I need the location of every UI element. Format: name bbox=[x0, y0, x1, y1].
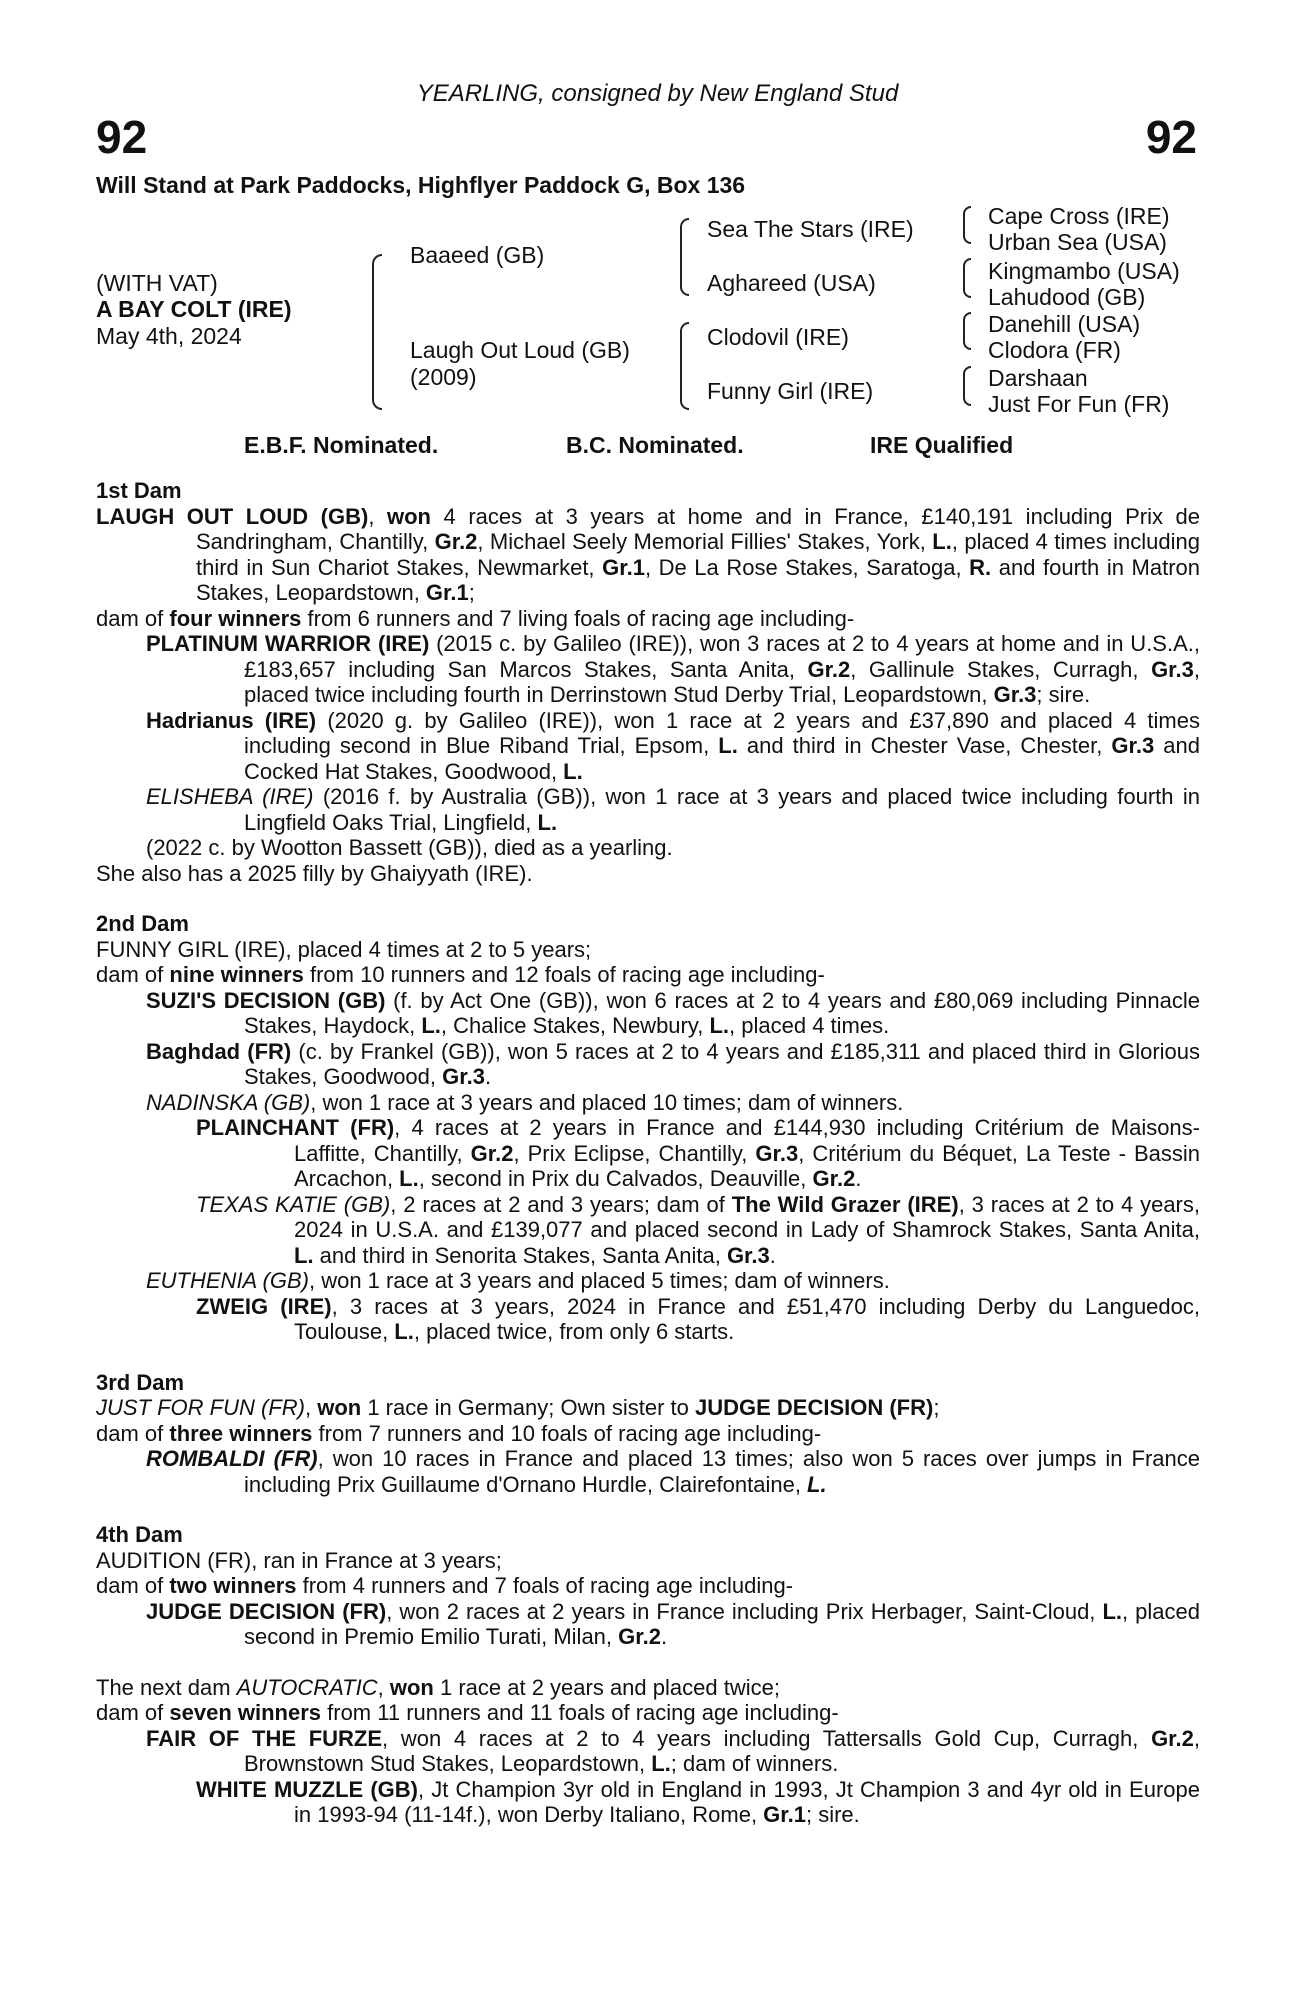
pedigree-dam-year: (2009) bbox=[410, 364, 477, 390]
pedigree-ddd: Just For Fun (FR) bbox=[988, 391, 1170, 417]
catalogue-header: YEARLING, consigned by New England Stud bbox=[416, 80, 899, 107]
produce-hadrianus: Hadrianus (IRE) (2020 g. by Galileo (IRE)), won 1 race at 2 years and £37,890 and placed 4 times including second in Blue Riband Trial, Epsom, L. and third in Chester Vase, Chester, Gr.3 and Cocked Hat Stakes, Goodwood, L. bbox=[146, 707, 1200, 784]
produce-euthenia: EUTHENIA (GB), won 1 race at 3 years and placed 5 times; dam of winners. bbox=[146, 1268, 890, 1293]
catalogue-body bbox=[96, 478, 1200, 1828]
fourth-dam-record: AUDITION (FR), ran in France at 3 years; bbox=[96, 1547, 502, 1573]
produce-rombaldi: ROMBALDI (FR), won 10 races in France and placed 13 times; also won 5 races over jumps in France including Prix Guillaume d'Ornano Hurdle, Clairefontaine, L. bbox=[146, 1446, 1200, 1497]
bc-nominated: B.C. Nominated. bbox=[566, 432, 744, 458]
produce-plainchant: PLAINCHANT (FR), 4 races at 2 years in France and £144,930 including Critérium de Maisons-Laffitte, Chantilly, Gr.2, Prix Eclipse, Chantilly, Gr.3, Critérium du Béquet, La Teste - Bassin Arcachon, L., second in Prix du Calvados, Deauville, Gr.2. bbox=[196, 1115, 1200, 1191]
stand-location: Will Stand at Park Paddocks, Highflyer Paddock G, Box 136 bbox=[96, 172, 746, 198]
pedigree-sire-dam: Aghareed (USA) bbox=[707, 270, 876, 296]
pedigree-brace-sire bbox=[680, 218, 689, 296]
pedigree-sire: Baaeed (GB) bbox=[410, 242, 545, 268]
produce-zweig: ZWEIG (IRE), 3 races at 3 years, 2024 in France and £51,470 including Derby du Languedoc, Toulouse, L., placed twice, from only 6 starts. bbox=[196, 1293, 1200, 1344]
ire-qualified: IRE Qualified bbox=[870, 432, 1014, 458]
produce-nadinska: NADINSKA (GB), won 1 race at 3 years and placed 10 times; dam of winners. bbox=[146, 1089, 904, 1115]
ebf-nominated: E.B.F. Nominated. bbox=[244, 432, 439, 458]
produce-elisheba: ELISHEBA (IRE) (2016 f. by Australia (GB)), won 1 race at 3 years and placed twice including fourth in Lingfield Oaks Trial, Lingfield, L. bbox=[146, 784, 1200, 835]
foaling-date: May 4th, 2024 bbox=[96, 323, 242, 349]
pedigree-dam: Laugh Out Loud (GB) bbox=[410, 337, 630, 363]
pedigree-brace-ds bbox=[963, 312, 971, 350]
third-dam-produce-summary: dam of three winners from 7 runners and 10 foals of racing age including- bbox=[96, 1420, 822, 1446]
vat-note: (WITH VAT) bbox=[96, 270, 218, 296]
produce-white-muzzle: WHITE MUZZLE (GB), Jt Champion 3yr old in England in 1993, Jt Champion 3 and 4yr old in Europe in 1993-94 (11-14f.), won Derby Italiano, Rome, Gr.1; sire. bbox=[196, 1776, 1200, 1827]
produce-judge-decision: JUDGE DECISION (FR), won 2 races at 2 years in France including Prix Herbager, Saint-Cloud, L., placed second in Premio Emilio Turati, Milan, Gr.2. bbox=[146, 1598, 1200, 1649]
next-dam-produce-summary: dam of seven winners from 11 runners and 11 foals of racing age including- bbox=[96, 1700, 839, 1725]
pedigree-brace-ss bbox=[963, 206, 971, 244]
horse-name: A BAY COLT (IRE) bbox=[96, 296, 292, 322]
pedigree-dsd: Clodora (FR) bbox=[988, 337, 1121, 363]
pedigree-dss: Danehill (USA) bbox=[988, 311, 1141, 337]
pedigree-sdd: Lahudood (GB) bbox=[988, 284, 1146, 310]
pedigree-brace-main bbox=[372, 254, 382, 410]
produce-baghdad: Baghdad (FR) (c. by Frankel (GB)), won 5 races at 2 to 4 years and £185,311 and placed third in Glorious Stakes, Goodwood, Gr.3. bbox=[146, 1038, 1200, 1089]
lot-number-right: 92 bbox=[1145, 111, 1197, 163]
second-dam-produce-summary: dam of nine winners from 10 runners and 12 foals of racing age including- bbox=[96, 962, 825, 987]
produce-texas-katie: TEXAS KATIE (GB), 2 races at 2 and 3 years; dam of The Wild Grazer (IRE), 3 races at 2 to 4 years, 2024 in U.S.A. and £139,077 and placed second in Lady of Shamrock Stakes, Santa Anita, L. and third in Senorita Stakes, Santa Anita, Gr.3. bbox=[196, 1191, 1200, 1268]
produce-2025-filly: She also has a 2025 filly by Ghaiyyath (IRE). bbox=[96, 860, 533, 886]
next-dam-record: The next dam AUTOCRATIC, won 1 race at 2 years and placed twice; bbox=[96, 1674, 780, 1700]
pedigree-sss: Cape Cross (IRE) bbox=[988, 203, 1170, 229]
first-dam-produce-summary: dam of four winners from 6 runners and 7 living foals of racing age including- bbox=[96, 605, 855, 631]
produce-platinum-warrior: PLATINUM WARRIOR (IRE) (2015 c. by Galileo (IRE)), won 3 races at 2 to 4 years at home and in U.S.A., £183,657 including San Marcos Stakes, Santa Anita, Gr.2, Gallinule Stakes, Curragh, Gr.3, placed twice including fourth in Derrinstown Stud Derby Trial, Leopardstown, Gr.3; sire. bbox=[146, 631, 1200, 707]
produce-suzis-decision: SUZI'S DECISION (GB) (f. by Act One (GB)), won 6 races at 2 to 4 years and £80,069 including Pinnacle Stakes, Haydock, L., Chalice Stakes, Newbury, L., placed 4 times. bbox=[146, 987, 1200, 1038]
pedigree-dds: Darshaan bbox=[988, 365, 1088, 391]
pedigree-sds: Kingmambo (USA) bbox=[988, 258, 1180, 284]
first-dam-heading: 1st Dam bbox=[96, 478, 182, 503]
fourth-dam-heading: 4th Dam bbox=[96, 1522, 183, 1547]
pedigree-dam-dam: Funny Girl (IRE) bbox=[707, 378, 874, 404]
pedigree-brace-dam bbox=[680, 322, 689, 410]
pedigree-brace-dd bbox=[963, 366, 971, 406]
pedigree-ssd: Urban Sea (USA) bbox=[988, 229, 1167, 255]
lot-number-left: 92 bbox=[96, 111, 148, 163]
produce-fair-of-the-furze: FAIR OF THE FURZE, won 4 races at 2 to 4 years including Tattersalls Gold Cup, Curragh, Gr.2, Brownstown Stud Stakes, Leopardstown, L.; dam of winners. bbox=[146, 1725, 1200, 1776]
pedigree-sire-sire: Sea The Stars (IRE) bbox=[707, 216, 914, 242]
third-dam-heading: 3rd Dam bbox=[96, 1369, 185, 1395]
second-dam-record: FUNNY GIRL (IRE), placed 4 times at 2 to 5 years; bbox=[96, 936, 592, 962]
first-dam-record: LAUGH OUT LOUD (GB), won 4 races at 3 years at home and in France, £140,191 including Prix de Sandringham, Chantilly, Gr.2, Michael Seely Memorial Fillies' Stakes, York, L., placed 4 times including third in Sun Chariot Stakes, Newmarket, Gr.1, De La Rose Stakes, Saratoga, R. and fourth in Matron Stakes, Leopardstown, Gr.1; bbox=[96, 503, 1201, 605]
pedigree-dam-sire: Clodovil (IRE) bbox=[707, 324, 849, 350]
third-dam-record: JUST FOR FUN (FR), won 1 race in Germany; Own sister to JUDGE DECISION (FR); bbox=[96, 1395, 940, 1420]
fourth-dam-produce-summary: dam of two winners from 4 runners and 7 foals of racing age including- bbox=[96, 1573, 794, 1598]
pedigree-brace-sd bbox=[963, 258, 971, 298]
second-dam-heading: 2nd Dam bbox=[96, 911, 189, 936]
produce-wootton-bassett-colt: (2022 c. by Wootton Bassett (GB)), died as a yearling. bbox=[146, 835, 673, 860]
